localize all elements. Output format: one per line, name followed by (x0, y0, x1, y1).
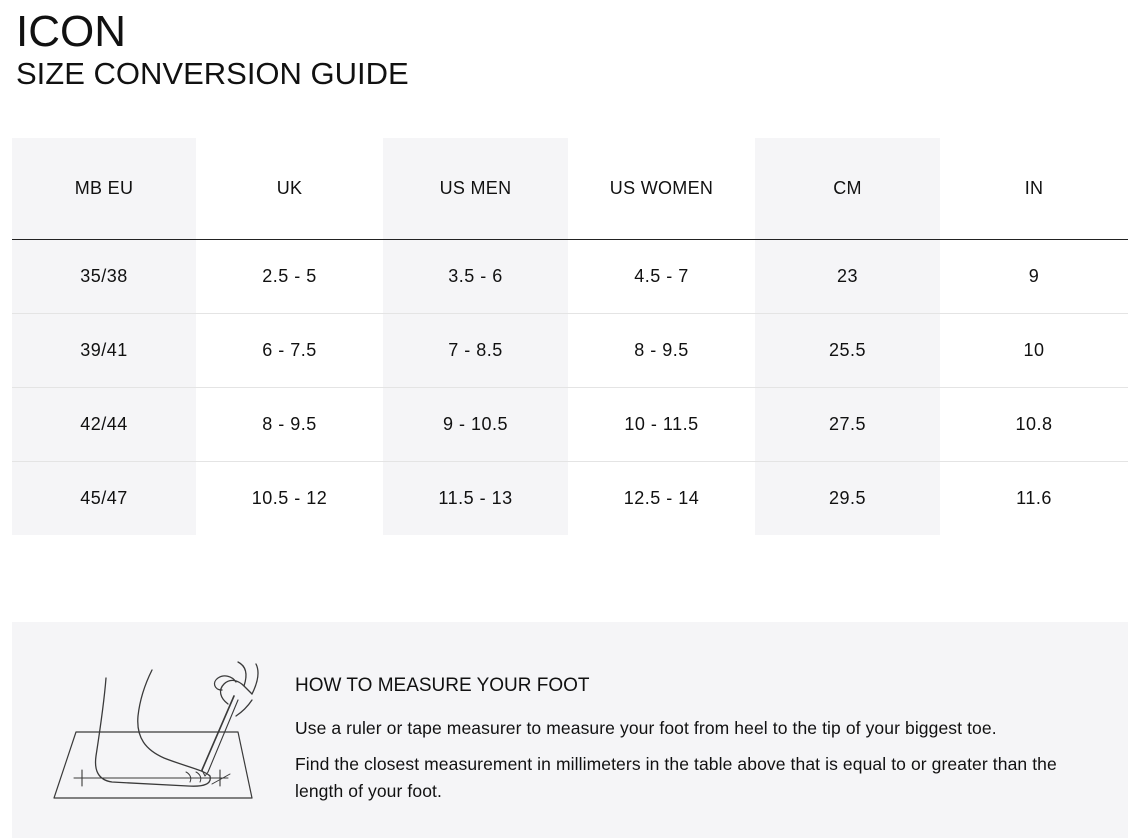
table-header-row (12, 138, 1128, 240)
table-cell: 11.6 (940, 462, 1128, 536)
table-cell: 10.5 - 12 (196, 462, 383, 536)
table-cell: 23 (755, 240, 940, 314)
column-header-us-men: US MEN (383, 138, 568, 240)
table-cell: 45/47 (12, 462, 196, 536)
table-cell: 12.5 - 14 (568, 462, 755, 536)
table-cell: 2.5 - 5 (262, 266, 317, 286)
table-row (12, 462, 1128, 536)
table-row (12, 314, 1128, 388)
table-cell: 29.5 (755, 462, 940, 536)
table-row (12, 240, 1128, 314)
size-conversion-table (12, 138, 1128, 535)
column-header-mb-eu: MB EU (12, 138, 196, 240)
table-cell: 8 - 9.5 (568, 314, 755, 388)
table-cell: 11.5 - 13 (383, 462, 568, 536)
table-cell: 42/44 (12, 388, 196, 462)
table-cell: 6 - 7.5 (196, 314, 383, 388)
brand-logo-text: ICON (16, 7, 126, 56)
table-cell: 39/41 (12, 314, 196, 388)
table-cell: 27.5 (755, 388, 940, 462)
measure-instruction-1: Use a ruler or tape measurer to measure your foot from heel to the tip of your biggest toe. (295, 718, 997, 738)
measure-instruction-2: Find the closest measurement in millimeters in the table above that is equal to or greater than the length of your foot. (295, 754, 1057, 801)
table-row (12, 388, 1128, 462)
table-cell: 9 (1028, 266, 1040, 286)
table-cell: 35/38 (12, 240, 196, 314)
page-title: SIZE CONVERSION GUIDE (16, 56, 409, 91)
column-header-cm: CM (755, 138, 940, 240)
foot-measuring-icon (52, 660, 262, 810)
table-cell: 9 - 10.5 (383, 388, 568, 462)
measure-heading: HOW TO MEASURE YOUR FOOT (295, 675, 590, 696)
table-cell: 8 - 9.5 (196, 388, 383, 462)
column-header-in: IN (940, 138, 1128, 240)
table-cell: 7 - 8.5 (383, 314, 568, 388)
table-cell: 4.5 - 7 (634, 266, 689, 286)
how-to-measure-panel (12, 622, 1128, 838)
table-cell: 10 (940, 314, 1128, 388)
table-cell: 10 - 11.5 (568, 388, 755, 462)
column-header-uk: UK (196, 138, 383, 240)
table-cell: 3.5 - 6 (383, 240, 568, 314)
column-header-us-women: US WOMEN (568, 138, 755, 240)
table-cell: 10.8 (940, 388, 1128, 462)
table-cell: 25.5 (755, 314, 940, 388)
